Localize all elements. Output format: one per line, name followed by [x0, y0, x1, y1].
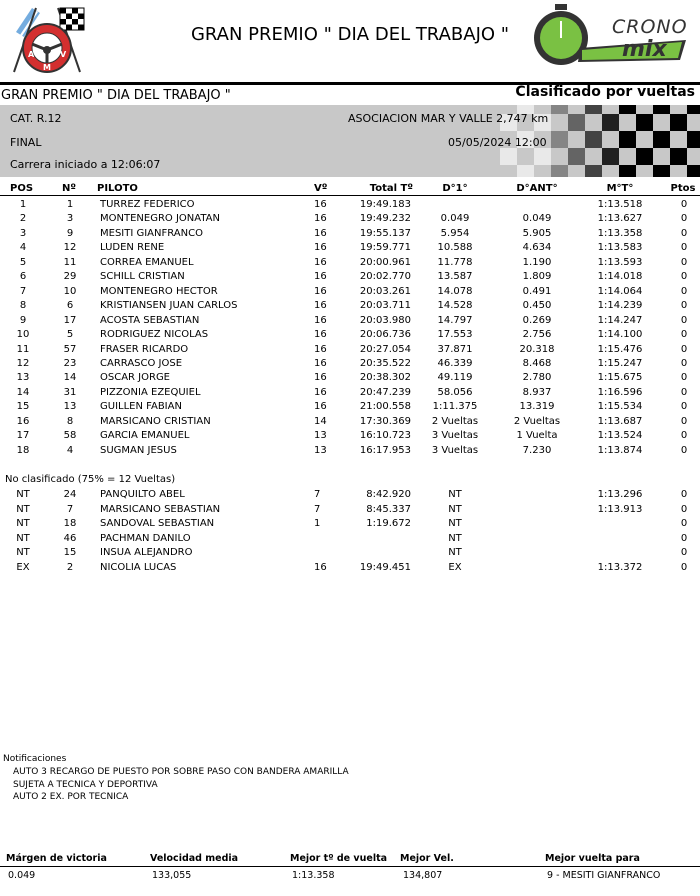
- best-lap-for-value: 9 - MESITI GIANFRANCO: [547, 870, 661, 881]
- cell-v: 16: [314, 401, 327, 413]
- table-row: [0, 270, 700, 284]
- cell-ptos: 0: [680, 285, 688, 297]
- cell-dant: 0.491: [522, 285, 552, 297]
- cell-piloto: PANQUILTO ABEL: [100, 489, 185, 500]
- cell-ptos: 0: [680, 357, 688, 369]
- cell-ptos: 0: [680, 430, 688, 442]
- cell-num: 17: [63, 314, 77, 326]
- col-pos: POS: [10, 183, 34, 194]
- cell-v: 16: [314, 300, 327, 312]
- checker-cell: [602, 148, 619, 165]
- cell-piloto: RODRIGUEZ NICOLAS: [100, 329, 209, 341]
- cell-mt: 1:13.296: [597, 489, 643, 500]
- cell-dant: 8.468: [522, 357, 552, 369]
- cell-dant: 0.269: [522, 314, 552, 326]
- cell-dant: 2.756: [522, 329, 552, 341]
- table-row: [0, 400, 700, 414]
- cell-mt: 1:16.596: [597, 386, 643, 398]
- cell-mt: 1:14.100: [597, 329, 643, 341]
- session: FINAL: [10, 136, 42, 149]
- cell-d1: EX: [448, 561, 462, 573]
- cell-total: 19:59.771: [359, 242, 411, 254]
- brand-mix: mix: [622, 37, 667, 62]
- cell-num: 13: [63, 401, 77, 413]
- best-lap-value: 1:13.358: [292, 870, 335, 881]
- table-row: [0, 314, 700, 328]
- cell-piloto: MESITI GIANFRANCO: [100, 227, 203, 239]
- table-row: [0, 429, 700, 443]
- checker-cell: [670, 148, 687, 165]
- checker-cell: [636, 148, 653, 165]
- checker-cell: [585, 165, 602, 177]
- cell-v: 16: [314, 213, 327, 225]
- cell-piloto: OSCAR JORGE: [100, 372, 171, 384]
- cell-total: 20:47.239: [359, 386, 411, 398]
- cell-d1: 11.778: [437, 256, 473, 268]
- col-mt: M°T°: [606, 183, 634, 194]
- table-row: [0, 256, 700, 270]
- cell-num: 18: [63, 518, 77, 529]
- cell-mt: 1:13.874: [597, 444, 643, 456]
- cell-num: 57: [63, 343, 77, 355]
- table-row: [0, 386, 700, 400]
- classification-type: Clasificado por vueltas: [515, 84, 695, 100]
- checker-cell: [517, 165, 534, 177]
- subtitle: GRAN PREMIO " DIA DEL TRABAJO ": [1, 88, 231, 103]
- cell-pos: 16: [16, 415, 30, 427]
- cell-v: 16: [314, 343, 327, 355]
- cell-d1: 3 Vueltas: [431, 430, 479, 442]
- cell-pos: 12: [16, 357, 30, 369]
- cell-mt: 1:14.018: [597, 271, 643, 283]
- cell-total: 20:02.770: [359, 271, 411, 283]
- cell-piloto: FRASER RICARDO: [100, 343, 189, 355]
- checker-cell: [636, 114, 653, 131]
- logo-letter-a: A: [28, 50, 35, 59]
- checker-cell: [568, 114, 585, 131]
- cell-mt: 1:13.372: [597, 561, 643, 573]
- cell-dant: 1.190: [522, 256, 552, 268]
- margin-label: Márgen de victoria: [6, 853, 107, 864]
- checker-cell: [500, 148, 517, 165]
- cell-ptos: 0: [680, 444, 688, 456]
- cell-ptos: 0: [680, 532, 688, 544]
- checker-cell: [619, 165, 636, 177]
- cell-piloto: SUGMAN JESUS: [100, 444, 177, 456]
- cell-total: 19:49.232: [359, 213, 411, 225]
- cell-ptos: 0: [680, 415, 688, 427]
- cell-v: 14: [314, 415, 327, 427]
- table-row: [0, 546, 700, 560]
- cell-dant: 0.450: [522, 300, 552, 312]
- cell-mt: 1:13.358: [597, 227, 643, 239]
- cell-d1: 37.871: [437, 343, 473, 355]
- cell-mt: 1:15.675: [597, 372, 643, 384]
- cell-num: 8: [66, 415, 74, 427]
- cell-total: 16:10.723: [359, 430, 411, 442]
- cell-total: 21:00.558: [359, 401, 411, 413]
- col-piloto: PILOTO: [97, 183, 138, 194]
- cell-total: 20:00.961: [359, 256, 411, 268]
- checker-cell: [653, 105, 670, 114]
- circuit: ASOCIACION MAR Y VALLE 2,747 km: [348, 112, 549, 125]
- cell-piloto: PIZZONIA EZEQUIEL: [100, 386, 201, 398]
- cell-piloto: GUILLEN FABIAN: [100, 401, 182, 413]
- table-row: [0, 285, 700, 299]
- cell-v: 16: [314, 227, 327, 239]
- cell-pos: 11: [16, 343, 30, 355]
- cell-total: 8:42.920: [366, 489, 411, 500]
- cell-piloto: CORREA EMANUEL: [100, 256, 194, 268]
- cell-dant: 5.905: [522, 227, 552, 239]
- cell-num: 46: [63, 532, 77, 544]
- table-row: [0, 343, 700, 357]
- cell-dant: 1 Vuelta: [516, 430, 558, 442]
- cell-ptos: 0: [680, 561, 688, 573]
- cell-num: 10: [63, 285, 77, 297]
- cell-num: 15: [63, 547, 77, 558]
- checker-cell: [568, 148, 585, 165]
- cell-num: 31: [63, 386, 77, 398]
- cell-num: 1: [66, 199, 74, 210]
- cell-num: 5: [66, 329, 74, 341]
- table-row: [0, 227, 700, 241]
- table-row: [0, 212, 700, 226]
- cell-v: 16: [314, 329, 327, 341]
- best-speed-label: Mejor Vel.: [400, 853, 454, 864]
- cell-v: 16: [314, 357, 327, 369]
- cell-piloto: NICOLIA LUCAS: [100, 561, 177, 573]
- cell-num: 12: [63, 242, 77, 254]
- cell-dant: 7.230: [522, 444, 552, 456]
- cell-ptos: 0: [680, 518, 688, 529]
- col-total: Total Tº: [369, 183, 413, 194]
- checker-cell: [670, 114, 687, 131]
- table-row: [0, 328, 700, 342]
- cell-ptos: 0: [680, 503, 688, 515]
- cell-mt: 1:13.593: [597, 256, 643, 268]
- cell-pos: 6: [19, 271, 27, 283]
- table-row: [0, 503, 700, 517]
- cell-dant: 4.634: [522, 242, 552, 254]
- cell-d1: 14.797: [437, 314, 473, 326]
- cell-mt: 1:15.534: [597, 401, 643, 413]
- cell-piloto: KRISTIANSEN JUAN CARLOS: [100, 300, 238, 312]
- col-d1: D°1°: [442, 183, 468, 194]
- results-header: [0, 182, 700, 196]
- cell-total: 20:03.261: [359, 285, 411, 297]
- checker-cell: [619, 131, 636, 148]
- cell-total: 19:49.451: [359, 561, 411, 573]
- cell-ptos: 0: [680, 256, 688, 268]
- checker-cell: [687, 165, 700, 177]
- cell-pos: 3: [19, 227, 27, 239]
- cell-pos: NT: [16, 489, 30, 500]
- cell-mt: 1:13.583: [597, 242, 643, 254]
- cell-num: 14: [63, 372, 77, 384]
- cell-d1: 14.528: [437, 300, 473, 312]
- cell-pos: 10: [16, 329, 30, 341]
- cell-total: 20:35.522: [359, 357, 411, 369]
- cell-piloto: SANDOVAL SEBASTIAN: [100, 518, 215, 529]
- cell-d1: NT: [448, 518, 462, 529]
- table-row: [0, 561, 700, 575]
- cell-ptos: 0: [680, 386, 688, 398]
- table-row: [0, 198, 700, 212]
- cell-d1: 17.553: [437, 329, 473, 341]
- cell-d1: 1:11.375: [432, 401, 478, 413]
- checker-cell: [585, 105, 602, 114]
- checker-cell: [619, 105, 636, 114]
- cell-mt: 1:14.239: [597, 300, 643, 312]
- cell-pos: 2: [19, 213, 27, 225]
- cell-total: 20:03.711: [359, 300, 411, 312]
- notification-item: AUTO 3 RECARGO DE PUESTO POR SOBRE PASO CON BANDERA AMARILLA: [13, 767, 349, 777]
- cell-piloto: INSUA ALEJANDRO: [100, 547, 193, 558]
- notifications-title: Notificaciones: [3, 754, 67, 764]
- cell-pos: NT: [16, 518, 30, 529]
- cell-pos: 18: [16, 444, 30, 456]
- category: CAT. R.12: [10, 112, 62, 125]
- table-row: [0, 488, 700, 502]
- cell-piloto: MARSICANO SEBASTIAN: [100, 503, 221, 515]
- cell-d1: 13.587: [437, 271, 473, 283]
- checker-cell: [602, 114, 619, 131]
- cell-total: 16:17.953: [359, 444, 411, 456]
- margin-value: 0.049: [8, 870, 36, 881]
- table-row: [0, 415, 700, 429]
- cell-piloto: GARCIA EMANUEL: [100, 430, 190, 442]
- cell-pos: NT: [16, 503, 30, 515]
- cell-v: 16: [314, 372, 327, 384]
- checker-cell: [687, 131, 700, 148]
- cell-v: 16: [314, 199, 327, 210]
- cell-d1: 2 Vueltas: [431, 415, 479, 427]
- brand-crono: CRONO: [612, 16, 688, 38]
- cell-ptos: 0: [680, 213, 688, 225]
- cell-pos: 17: [16, 430, 30, 442]
- checker-cell: [653, 131, 670, 148]
- table-row: [0, 444, 700, 458]
- cronomix-logo: [530, 2, 690, 68]
- cell-pos: 15: [16, 401, 30, 413]
- cell-pos: 9: [19, 314, 27, 326]
- cell-num: 9: [66, 227, 74, 239]
- cell-v: 16: [314, 256, 327, 268]
- cell-mt: 1:15.247: [597, 357, 643, 369]
- checker-cell: [551, 131, 568, 148]
- header-underline: [0, 195, 700, 196]
- cell-piloto: MONTENEGRO HECTOR: [100, 285, 218, 297]
- cell-d1: NT: [448, 547, 462, 558]
- cell-total: 20:38.302: [359, 372, 411, 384]
- col-ptos: Ptos: [670, 183, 696, 194]
- cell-ptos: 0: [680, 271, 688, 283]
- cell-d1: 49.119: [437, 372, 473, 384]
- cell-pos: 14: [16, 386, 30, 398]
- cell-dant: 2.780: [522, 372, 552, 384]
- cell-num: 6: [66, 300, 74, 312]
- notification-item: AUTO 2 EX. POR TECNICA: [13, 792, 129, 802]
- table-row: [0, 371, 700, 385]
- table-row: [0, 241, 700, 255]
- cell-pos: 5: [19, 256, 27, 268]
- cell-dant: 13.319: [519, 401, 555, 413]
- race-start: Carrera iniciado a 12:06:07: [10, 158, 161, 171]
- not-classified-label: No clasificado (75% = 12 Vueltas): [5, 474, 176, 485]
- cell-mt: 1:14.247: [597, 314, 643, 326]
- checker-cell: [534, 148, 551, 165]
- table-row: [0, 299, 700, 313]
- avg-speed-value: 133,055: [152, 870, 192, 881]
- cell-total: 20:03.980: [359, 314, 411, 326]
- cell-d1: 3 Vueltas: [431, 444, 479, 456]
- cell-pos: EX: [16, 561, 30, 573]
- cell-num: 7: [66, 503, 74, 515]
- col-vueltas: Vº: [314, 183, 328, 194]
- cell-pos: NT: [16, 547, 30, 558]
- best-speed-value: 134,807: [403, 870, 443, 881]
- cell-mt: 1:13.524: [597, 430, 643, 442]
- cell-d1: 46.339: [437, 357, 473, 369]
- cell-total: 17:30.369: [359, 415, 411, 427]
- cell-ptos: 0: [680, 314, 688, 326]
- cell-piloto: PACHMAN DANILO: [100, 532, 191, 544]
- cell-piloto: ACOSTA SEBASTIAN: [100, 314, 200, 326]
- cell-piloto: LUDEN RENE: [100, 242, 165, 254]
- best-lap-for-label: Mejor vuelta para: [545, 853, 640, 864]
- cell-pos: NT: [16, 532, 30, 544]
- cell-pos: 8: [19, 300, 27, 312]
- table-row: [0, 532, 700, 546]
- cell-num: 58: [63, 430, 77, 442]
- cell-v: 16: [314, 314, 327, 326]
- checker-cell: [687, 105, 700, 114]
- cell-total: 19:49.183: [359, 199, 411, 210]
- cell-v: 16: [314, 242, 327, 254]
- cell-dant: 8.937: [522, 386, 552, 398]
- cell-mt: 1:13.627: [597, 213, 643, 225]
- cell-v: 13: [314, 430, 327, 442]
- cell-pos: 1: [19, 199, 27, 210]
- cell-piloto: TURREZ FEDERICO: [100, 199, 195, 210]
- cell-v: 13: [314, 444, 327, 456]
- cell-ptos: 0: [680, 227, 688, 239]
- cell-v: 16: [314, 386, 327, 398]
- cell-d1: NT: [448, 532, 462, 544]
- checker-cell: [551, 105, 568, 114]
- cell-num: 29: [63, 271, 77, 283]
- logo-letter-m: M: [43, 63, 51, 72]
- cell-ptos: 0: [680, 242, 688, 254]
- checker-cell: [585, 131, 602, 148]
- notification-item: SUJETA A TECNICA Y DEPORTIVA: [13, 780, 158, 790]
- cell-ptos: 0: [680, 199, 688, 210]
- cell-d1: NT: [448, 503, 462, 515]
- cell-num: 3: [66, 213, 74, 225]
- avg-speed-label: Velocidad media: [150, 853, 239, 864]
- logo-letter-v: V: [60, 50, 67, 59]
- cell-num: 23: [63, 357, 77, 369]
- cell-v: 7: [314, 503, 321, 515]
- cell-dant: 0.049: [522, 213, 552, 225]
- cell-ptos: 0: [680, 547, 688, 558]
- cell-mt: 1:13.913: [597, 503, 643, 515]
- cell-piloto: SCHILL CRISTIAN: [100, 271, 185, 283]
- cell-total: 20:06.736: [359, 329, 411, 341]
- cell-dant: 1.809: [522, 271, 552, 283]
- cell-dant: 2 Vueltas: [513, 415, 561, 427]
- table-row: [0, 517, 700, 531]
- cell-d1: 14.078: [437, 285, 473, 297]
- cell-pos: 13: [16, 372, 30, 384]
- cell-piloto: MONTENEGRO JONATAN: [100, 213, 220, 225]
- cell-num: 11: [63, 256, 77, 268]
- cell-ptos: 0: [680, 401, 688, 413]
- cell-ptos: 0: [680, 329, 688, 341]
- col-dant: D°ANT°: [516, 183, 558, 194]
- cell-d1: 0.049: [440, 213, 470, 225]
- cell-total: 19:55.137: [359, 227, 411, 239]
- cell-total: 8:45.337: [366, 503, 411, 515]
- cell-piloto: MARSICANO CRISTIAN: [100, 415, 211, 427]
- cell-total: 20:27.054: [359, 343, 411, 355]
- cell-d1: NT: [448, 489, 462, 500]
- cell-v: 16: [314, 271, 327, 283]
- cell-mt: 1:13.518: [597, 199, 643, 210]
- cell-v: 7: [314, 489, 321, 500]
- cell-ptos: 0: [680, 343, 688, 355]
- col-num: Nº: [62, 183, 77, 194]
- cell-num: 24: [63, 489, 77, 500]
- cell-total: 1:19.672: [366, 518, 411, 529]
- summary-divider: [0, 866, 700, 867]
- cell-d1: 5.954: [440, 227, 470, 239]
- cell-num: 4: [66, 444, 74, 456]
- cell-pos: 7: [19, 285, 27, 297]
- cell-d1: 58.056: [437, 386, 473, 398]
- cell-ptos: 0: [680, 489, 688, 500]
- cell-v: 16: [314, 285, 327, 297]
- table-row: [0, 357, 700, 371]
- checker-cell: [551, 165, 568, 177]
- cell-v: 16: [314, 561, 327, 573]
- race-datetime: 05/05/2024 12:00: [448, 136, 547, 149]
- cell-ptos: 0: [680, 372, 688, 384]
- cell-dant: 20.318: [519, 343, 555, 355]
- checker-cell: [653, 165, 670, 177]
- best-lap-label: Mejor tº de vuelta: [290, 853, 388, 864]
- cell-pos: 4: [19, 242, 27, 254]
- cell-mt: 1:15.476: [597, 343, 643, 355]
- cell-mt: 1:13.687: [597, 415, 643, 427]
- cell-d1: 10.588: [437, 242, 473, 254]
- cell-piloto: CARRASCO JOSE: [100, 357, 183, 369]
- cell-num: 2: [66, 561, 74, 573]
- page-title: GRAN PREMIO " DIA DEL TRABAJO ": [190, 24, 510, 45]
- cell-mt: 1:14.064: [597, 285, 643, 297]
- cell-v: 1: [314, 518, 321, 529]
- cell-ptos: 0: [680, 300, 688, 312]
